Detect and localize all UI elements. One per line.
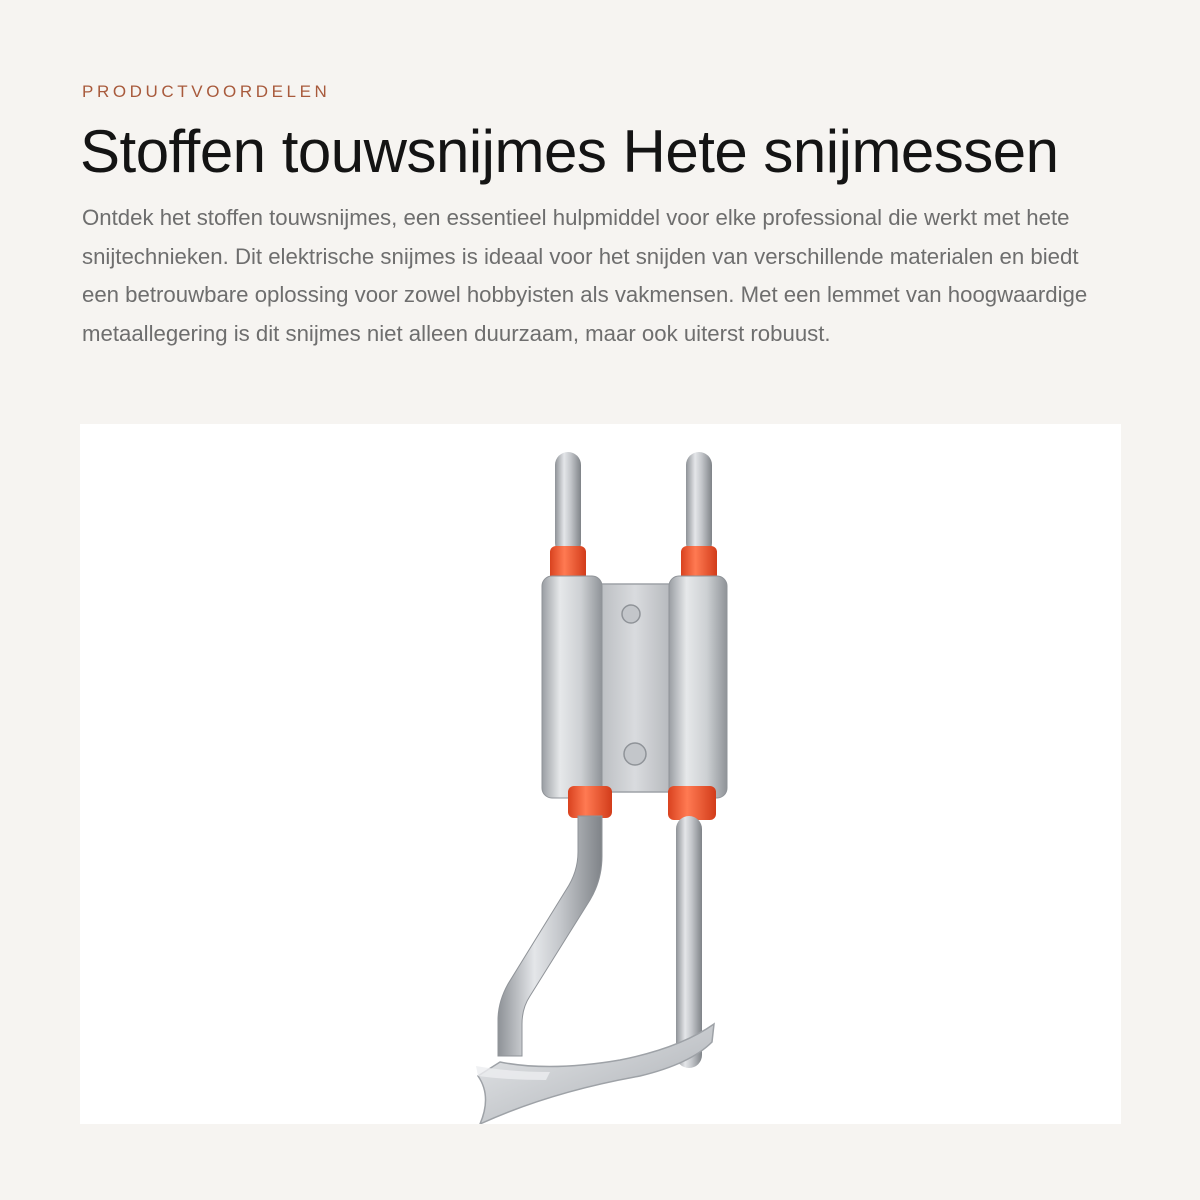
product-description: Ontdek het stoffen touwsnijmes, een essentieel hulpmiddel voor elke professional die werkt met hete snijtechnieken. Dit elektrische snijmes is ideaal voor het snijden van verschillende materialen en biedt een betrouwbare oplossing voor zowel hobbyisten als vakmensen. Met een lemmet van hoogwaardige metaallegering is dit snijmes niet alleen duurzaam, maar ook uiterst robuust.	[82, 205, 1088, 346]
hot-cutter-blade-icon	[80, 424, 1121, 1124]
product-image	[80, 424, 1121, 1124]
page-title: Stoffen touwsnijmes Hete snijmessen	[80, 118, 1059, 185]
eyebrow-label: PRODUCTVOORDELEN	[82, 82, 331, 101]
